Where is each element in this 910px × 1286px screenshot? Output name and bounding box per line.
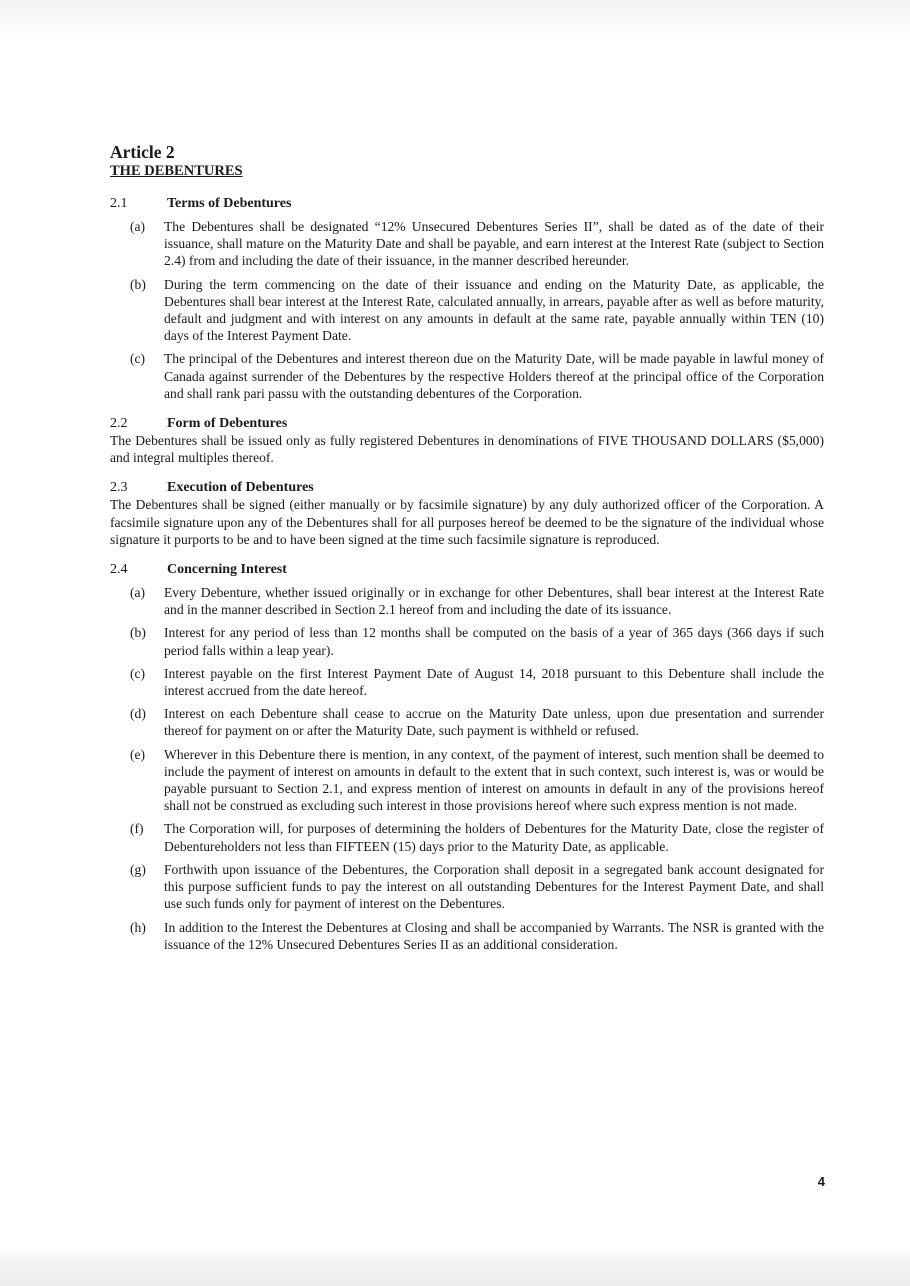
section-title: Execution of Debentures [167,480,314,496]
clause-item [110,919,824,953]
clause-letter: (d) [130,706,146,722]
section-title: Concerning Interest [167,562,287,578]
section-heading [110,415,824,432]
clause-letter: (b) [130,625,146,641]
clause-text: Interest payable on the first Interest Payment Date of August 14, 2018 pursuant to this Debenture shall include the interest accrued from the date hereof. [164,665,824,699]
document-content [110,143,824,966]
section-body: The Debentures shall be signed (either manually or by facsimile signature) by any duly authorized officer of the Corporation. A facsimile signature upon any of the Debentures shall for all purposes hereof be deemed to be the signature of the individual whose signature it purports to be and to have been signed at the time such facsimile signature is reproduced. [110,497,824,547]
section-number: 2.3 [110,480,128,496]
section-2-4 [110,561,824,953]
clause-item [110,218,824,270]
clause-text: The principal of the Debentures and interest thereon due on the Maturity Date, will be made payable in lawful money of Canada against surrender of the Debentures by the respective Holders thereof at the principal office of the Corporation and shall rank pari passu with the outstanding debentures of the Corporation. [164,351,824,401]
section-heading [110,479,824,496]
clause-item [110,861,824,913]
clause-item [110,705,824,739]
clause-letter: (a) [130,585,146,601]
clause-item [110,276,824,345]
section-body: The Debentures shall be issued only as fully registered Debentures in denominations of FIVE THOUSAND DOLLARS ($5,000) and integral multiples thereof. [110,433,824,466]
clause-item [110,624,824,658]
clause-letter: (e) [130,746,146,762]
clause-text: The Corporation will, for purposes of determining the holders of Debentures for the Maturity Date, close the register of Debentureholders not less than FIFTEEN (15) days prior to the Maturity Date, as applicable. [164,821,824,854]
clause-letter: (g) [130,861,146,877]
section-title: Terms of Debentures [167,196,292,211]
page-top-edge [0,0,910,40]
section-2-2 [110,415,824,466]
sections-container [110,195,824,953]
clause-text: During the term commencing on the date of their issuance and ending on the Maturity Date, as applicable, the Debentures shall bear interest at the Interest Rate, calculated annually, in arrears, payable after as well as before maturity, default and judgment and with interest on any amounts in default at the same rate, payable annually within TEN (10) days of the Interest Payment Date. [164,276,824,344]
section-title: Form of Debentures [167,416,288,432]
clause-letter: (h) [130,919,146,935]
clause-text: Every Debenture, whether issued originally or in exchange for other Debentures, shall bear interest at the Interest Rate and in the manner described in Section 2.1 hereof from and including the date of its issuance. [164,585,824,618]
page-number: 4 [817,1174,825,1189]
clause-item [110,746,824,815]
section-heading [110,195,824,212]
clause-letter: (f) [130,821,144,837]
clause-item [110,665,824,699]
clause-letter: (b) [130,276,146,292]
section-number: 2.1 [110,196,128,211]
section-number: 2.4 [110,562,128,578]
section-heading [110,561,824,578]
clause-item [110,584,824,618]
clause-letter: (c) [130,665,146,681]
clause-letter: (a) [130,219,146,234]
section-2-1 [110,195,824,402]
clause-text: The Debentures shall be designated “12% Unsecured Debentures Series II”, shall be dated as of the date of their issuance, shall mature on the Maturity Date and shall be payable, and earn interest at the Interest Rate (subject to Section 2.4) from and including the date of their issuance, in the manner described hereunder. [164,219,824,269]
clause-letter: (c) [130,351,146,367]
clause-item [110,820,824,854]
article-subtitle: THE DEBENTURES [110,163,243,179]
section-number: 2.2 [110,416,128,432]
clause-text: Interest on each Debenture shall cease to accrue on the Maturity Date unless, upon due presentation and surrender thereof for payment on or after the Maturity Date, such payment is withheld or refused. [164,706,824,739]
clause-item [110,350,824,402]
clause-text: Wherever in this Debenture there is mention, in any context, of the payment of interest, such mention shall be deemed to include the payment of interest on amounts in default to the extent that in such context, such interest is, was or would be payable pursuant to Section 2.1, and express mention of interest on amounts in default in any of the provisions hereof shall not be construed as excluding such interest in those provisions hereof where such express mention is not made. [164,746,824,814]
clause-text: Forthwith upon issuance of the Debentures, the Corporation shall deposit in a segregated bank account designated for this purpose sufficient funds to pay the interest on all outstanding Debentures for the Interest Payment Date, and shall use such funds only for payment of interest on the Debentures. [164,861,824,912]
clause-text: Interest for any period of less than 12 months shall be computed on the basis of a year of 365 days (366 days if such period falls within a leap year). [164,625,824,658]
clause-text: In addition to the Interest the Debentures at Closing and shall be accompanied by Warrants. The NSR is granted with the issuance of the 12% Unsecured Debentures Series II as an additional consideration. [164,919,824,952]
section-2-3 [110,479,824,548]
article-title: Article 2 [110,142,175,162]
page-bottom-edge [0,1248,910,1286]
